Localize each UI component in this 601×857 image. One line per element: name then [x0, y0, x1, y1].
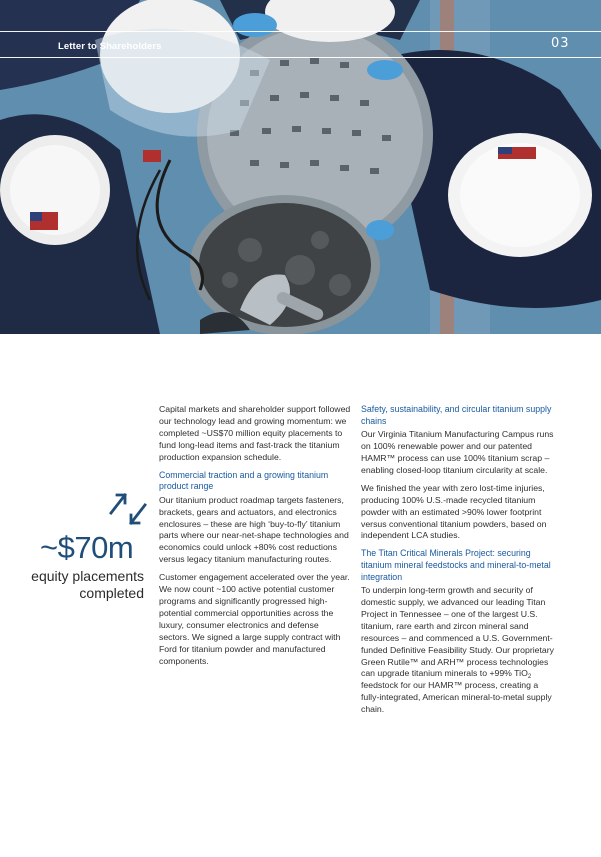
header-rule-top [0, 31, 601, 32]
heading-critical-minerals: The Titan Critical Minerals Project: securing titanium mineral feedstocks and mineral-to-metal integration [361, 548, 551, 582]
roadmap-paragraph: Our titanium product roadmap targets fasteners, brackets, gears and actuators, and electronics enclosures – these are high ‘buy-to-fly’ titanium parts where our near-net-shape technologies and economics could unlock +80% cost reductions versus legacy titanium manufacturing routes. [159, 494, 349, 565]
column-middle [159, 404, 351, 673]
engagement-paragraph: Customer engagement accelerated over the year. We now count ~100 active potential customer programs and significantly progressed high-potential commercial opportunities across the luxury, consumer electronics and defense sectors. We signed a large supply contract with Ford for titanium powder and manufactured components. [159, 572, 350, 666]
campus-paragraph: Our Virginia Titanium Manufacturing Campus runs on 100% renewable power and our patented HAMR™ process can use 100% titanium scrap – enabling closed-loop titanium circularity at scale. [361, 429, 554, 475]
exchange-arrows-icon [108, 491, 148, 527]
stat-caption-line1: equity placements [31, 568, 144, 584]
hero-photo [0, 0, 601, 334]
injuries-paragraph: We finished the year with zero lost-time injuries, producing 100% U.S.-made recycled titanium powder with an estimated >90% lower footprint versus conventional titanium powders, based on independent LCA studies. [361, 482, 547, 541]
stat-caption [0, 568, 144, 602]
heading-commercial-traction: Commercial traction and a growing titanium product range [159, 469, 329, 492]
section-label: Letter to Shareholders [58, 41, 162, 52]
heading-safety: Safety, sustainability, and circular titanium supply chains [361, 404, 552, 426]
page-number: 03 [551, 36, 570, 51]
intro-paragraph: Capital markets and shareholder support followed our technology lead and growing momentum: we completed ~US$70 million equity placements to fund long-lead items and fast-track the titanium production expansion schedule. [159, 404, 351, 462]
header-rule-bottom [0, 57, 601, 58]
minerals-text-before: To underpin long-term growth and security of domestic supply, we advanced our leading Titan Project in Tennessee – one of the largest U.S. titanium, rare earth and zircon mineral sand resources – and commenced a U.S. Government-funded Definitive Feasibility Study. Our proprietary Green Rutile™ and ARH™ process technologies can upgrade titanium minerals to +99% TiO [361, 585, 554, 679]
column-right [361, 404, 557, 722]
minerals-subscript: 2 [527, 674, 532, 681]
stat-value: ~$70m [40, 530, 134, 565]
minerals-text-after: feedstock for our HAMR™ process, creating a fully-integrated, American mineral-to-metal supply chain. [361, 680, 552, 715]
minerals-paragraph [361, 585, 557, 716]
stat-caption-line2: completed [79, 585, 144, 601]
